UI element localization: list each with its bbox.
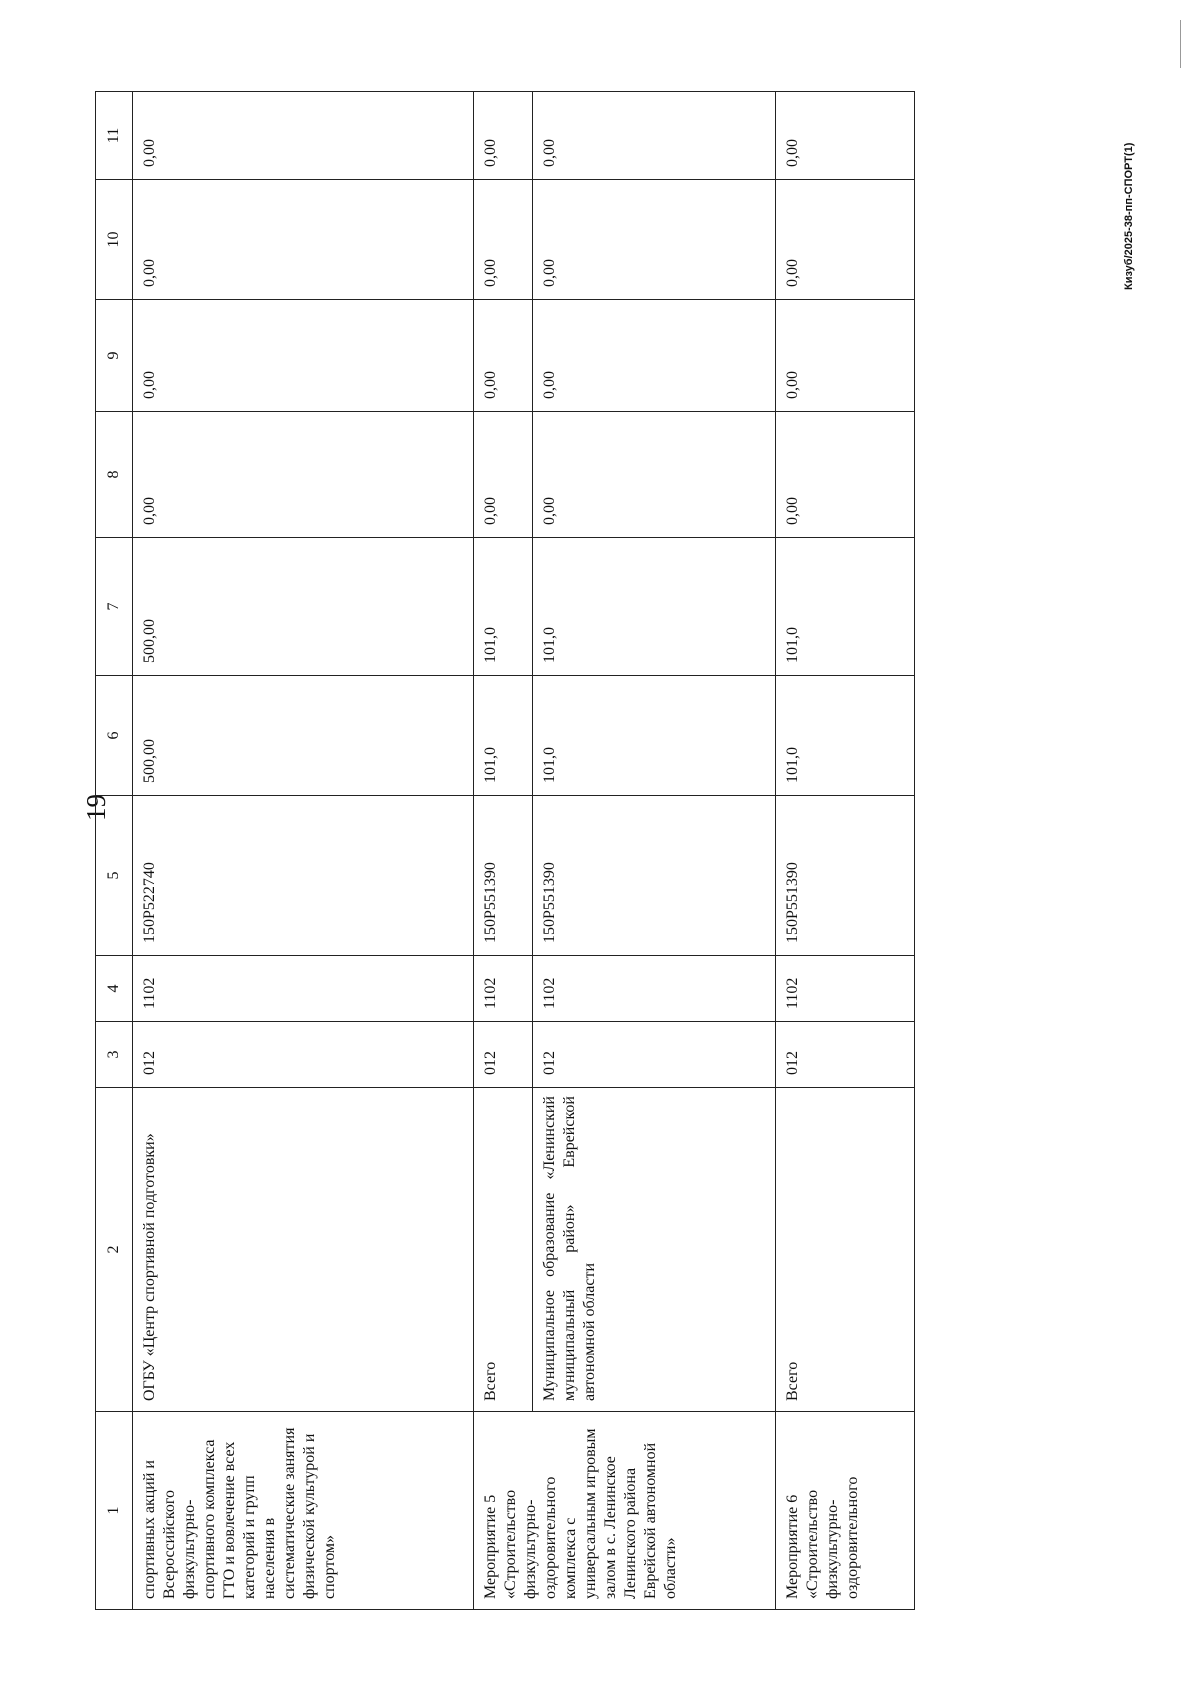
header-col-4: 4 xyxy=(96,956,133,1022)
value-cell-8: 0,00 xyxy=(776,412,915,538)
rotated-table-wrapper xyxy=(95,92,915,1610)
value-cell-10: 0,00 xyxy=(533,180,776,300)
value-cell-7: 101,0 xyxy=(533,538,776,676)
value-cell-10: 0,00 xyxy=(776,180,915,300)
header-col-10: 10 xyxy=(96,180,133,300)
scan-edge-mark xyxy=(1180,20,1181,68)
value-cell-6: 101,0 xyxy=(533,676,776,796)
header-row xyxy=(96,92,133,1610)
value-cell-7: 500,00 xyxy=(133,538,474,676)
section-cell: 1102 xyxy=(473,956,532,1022)
document-code: Кизуб/2025-38-пп-СПОРТ(1) xyxy=(1123,142,1135,290)
csr-cell: 150P551390 xyxy=(533,796,776,956)
event-cell: Мероприятие 5 «Строительство физкультурно-оздоровительного комплекса с универсальным игровым залом в с. Ленинское Ленинского района Еврейской автономной области» xyxy=(473,1412,775,1610)
value-cell-11: 0,00 xyxy=(133,92,474,180)
header-col-8: 8 xyxy=(96,412,133,538)
page-number: 19 xyxy=(81,794,111,821)
header-col-6: 6 xyxy=(96,676,133,796)
value-cell-6: 500,00 xyxy=(133,676,474,796)
value-cell-9: 0,00 xyxy=(473,300,532,412)
value-cell-8: 0,00 xyxy=(473,412,532,538)
executor-cell: Всего xyxy=(473,1088,532,1412)
csr-cell: 150P522740 xyxy=(133,796,474,956)
table-row xyxy=(776,92,915,1610)
header-col-3: 3 xyxy=(96,1022,133,1088)
value-cell-8: 0,00 xyxy=(133,412,474,538)
section-cell: 1102 xyxy=(133,956,474,1022)
csr-cell: 150P551390 xyxy=(776,796,915,956)
value-cell-11: 0,00 xyxy=(473,92,532,180)
section-cell: 1102 xyxy=(533,956,776,1022)
event-cell: спортивных акций и Всероссийского физкультурно-спортивного комплекса ГТО и вовлечение всех категорий и групп населения в систематические занятия физической культурой и спортом» xyxy=(133,1412,474,1610)
header-col-1: 1 xyxy=(96,1412,133,1610)
value-cell-9: 0,00 xyxy=(776,300,915,412)
executor-cell: ОГБУ «Центр спортивной подготовки» xyxy=(133,1088,474,1412)
value-cell-11: 0,00 xyxy=(776,92,915,180)
header-col-2: 2 xyxy=(96,1088,133,1412)
budget-table xyxy=(95,91,915,1610)
header-col-11: 11 xyxy=(96,92,133,180)
section-cell: 1102 xyxy=(776,956,915,1022)
header-col-9: 9 xyxy=(96,300,133,412)
value-cell-7: 101,0 xyxy=(473,538,532,676)
value-cell-7: 101,0 xyxy=(776,538,915,676)
value-cell-8: 0,00 xyxy=(533,412,776,538)
grbs-cell: 012 xyxy=(533,1022,776,1088)
csr-cell: 150P551390 xyxy=(473,796,532,956)
grbs-cell: 012 xyxy=(133,1022,474,1088)
value-cell-6: 101,0 xyxy=(473,676,532,796)
table-row xyxy=(133,92,474,1610)
table-row xyxy=(533,92,776,1610)
grbs-cell: 012 xyxy=(473,1022,532,1088)
grbs-cell: 012 xyxy=(776,1022,915,1088)
table-row xyxy=(473,92,532,1610)
executor-cell: Муниципальное образование «Ленинский муниципальный район» Еврейской автономной области xyxy=(533,1088,776,1412)
value-cell-10: 0,00 xyxy=(133,180,474,300)
event-cell: Мероприятие 6 «Строительство физкультурно-оздоровительного xyxy=(776,1412,915,1610)
executor-cell: Всего xyxy=(776,1088,915,1412)
value-cell-9: 0,00 xyxy=(533,300,776,412)
value-cell-11: 0,00 xyxy=(533,92,776,180)
header-col-5: 5 xyxy=(96,796,133,956)
value-cell-6: 101,0 xyxy=(776,676,915,796)
value-cell-10: 0,00 xyxy=(473,180,532,300)
value-cell-9: 0,00 xyxy=(133,300,474,412)
header-col-7: 7 xyxy=(96,538,133,676)
